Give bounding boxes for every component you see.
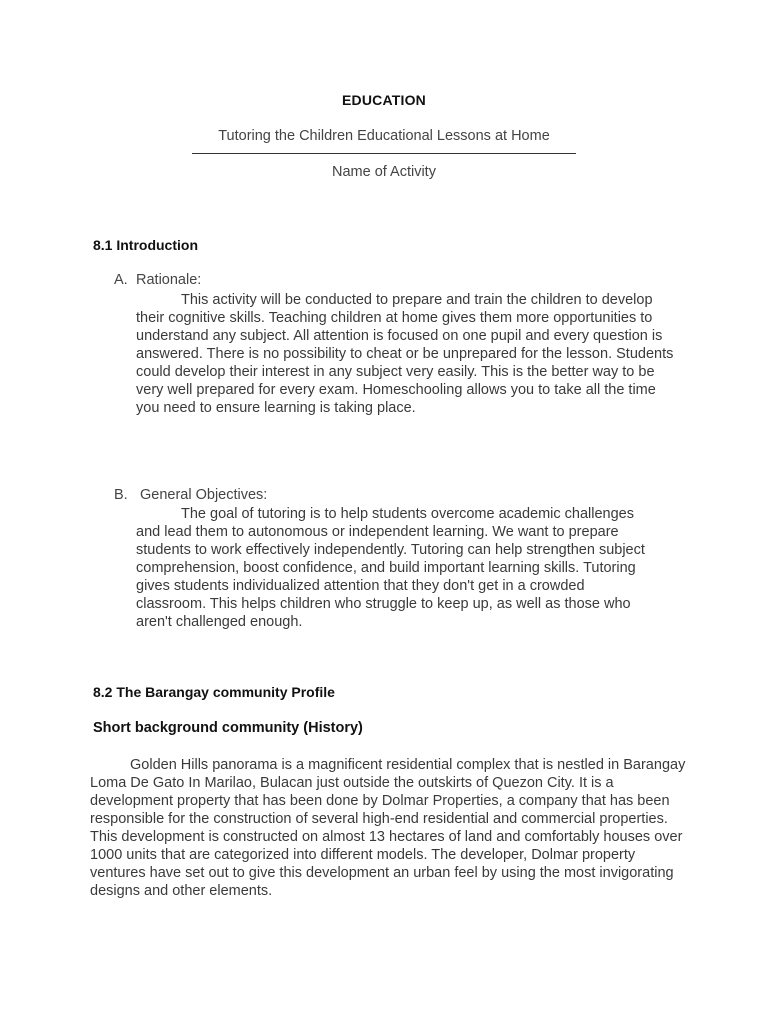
objectives-paragraph: The goal of tutoring is to help students overcome academic challenges and lead them to autonomous or independent learning. We want to prepare students to work effectively independently. Tutoring can help strengthen subject comprehension, boost confidence, and build important learning skills. Tutoring gives students individualized attention that they don't get in a crowded classroom. This helps children who struggle to keep up, as well as those who aren't challenged enough. [136, 506, 645, 630]
objectives-label-text: General Objectives: [140, 487, 268, 503]
activity-title: Tutoring the Children Educational Lessons at Home [218, 128, 550, 144]
title-underline [192, 153, 576, 154]
rationale-label [114, 272, 201, 288]
activity-caption: Name of Activity [332, 164, 436, 180]
introduction-heading: 8.1 Introduction [93, 237, 198, 253]
objectives-marker: B. [114, 487, 128, 503]
community-profile-heading: 8.2 The Barangay community Profile [93, 684, 335, 700]
objectives-label [114, 487, 267, 503]
rationale-label-text: Rationale: [136, 272, 202, 288]
history-paragraph: Golden Hills panorama is a magnificent residential complex that is nestled in Barangay Loma De Gato In Marilao, Bulacan just outside the outskirts of Quezon City. It is a development property that has been done by Dolmar Properties, a company that has been responsible for the construction of several high-end residential and commercial properties. This development is constructed on almost 13 hectares of land and comfortably houses over 1000 units that are categorized into different models. The developer, Dolmar property ventures have set out to give this development an urban feel by using the most invigorating designs and other elements. [90, 757, 686, 899]
rationale-paragraph: This activity will be conducted to prepare and train the children to develop their cognitive skills. Teaching children at home gives them more opportunities to understand any subject. All attention is focused on one pupil and every question is answered. There is no possibility to cheat or be unprepared for the lesson. Students could develop their interest in any subject very easily. This is the better way to be very well prepared for every exam. Homeschooling allows you to take all the time you need to ensure learning is taking place. [136, 292, 674, 416]
rationale-marker: A. [114, 272, 128, 288]
history-heading: Short background community (History) [93, 720, 363, 736]
document-title: EDUCATION [342, 92, 426, 108]
